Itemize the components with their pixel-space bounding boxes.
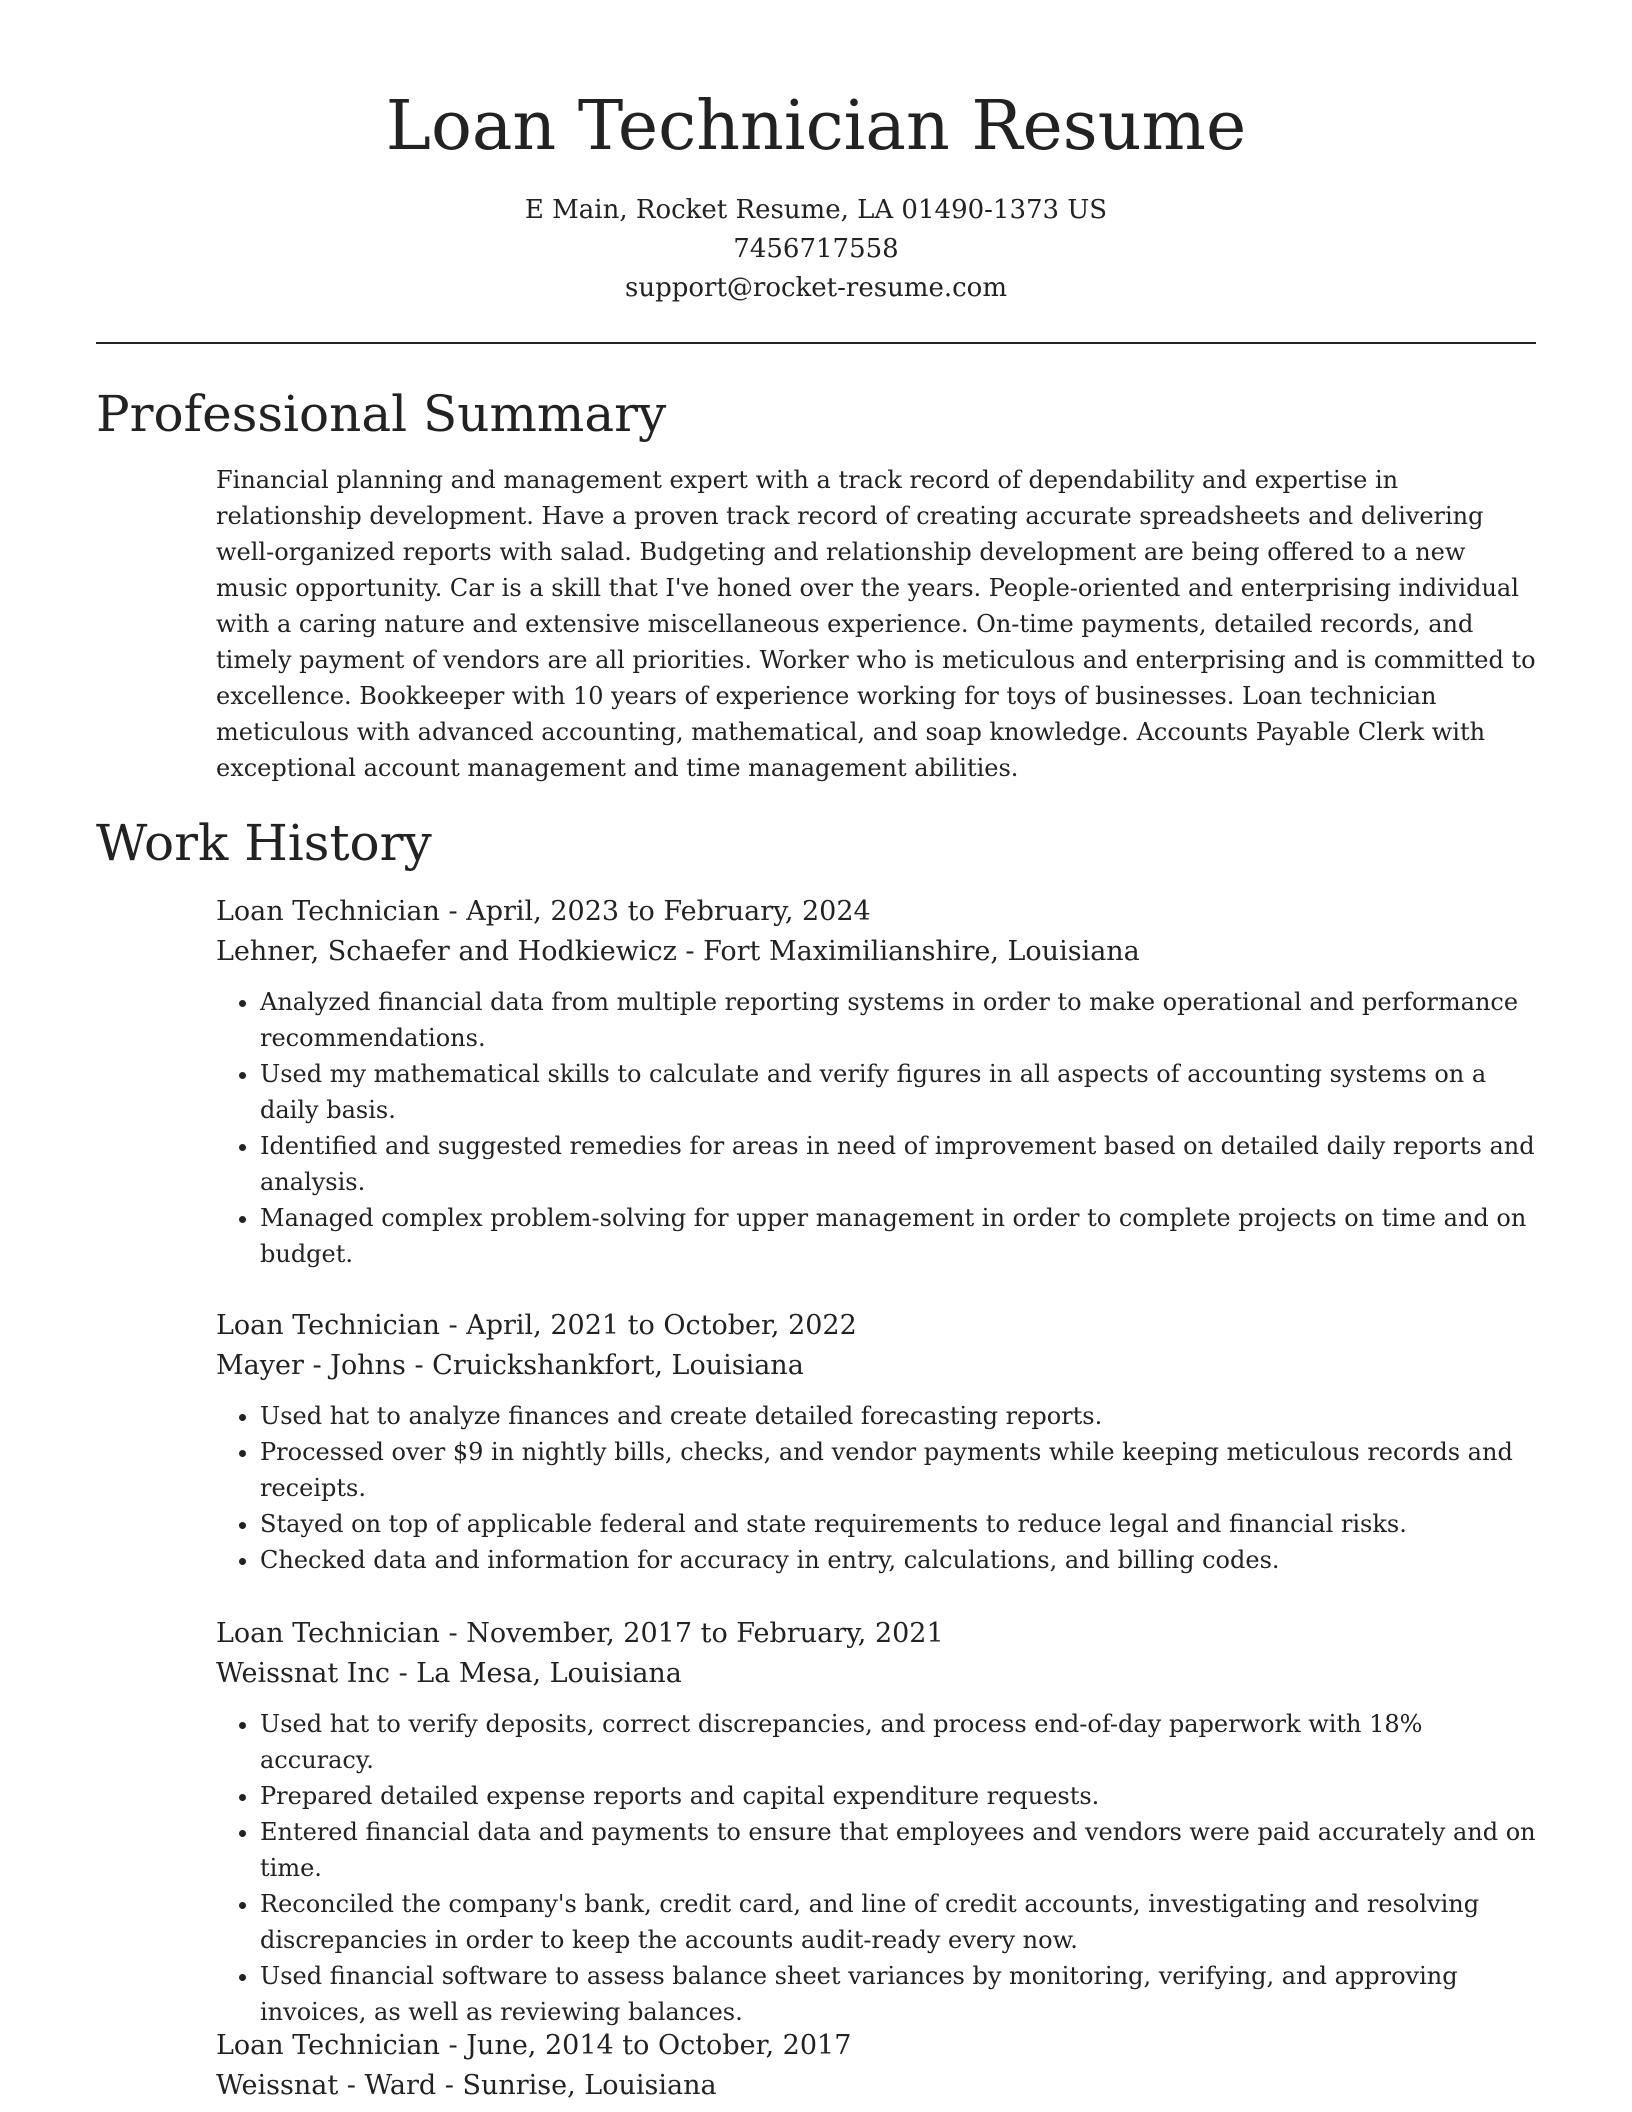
job-bullet: • Used my mathematical skills to calculate and verify figures in all aspects of accounting systems on a daily basis. <box>260 1056 1536 1128</box>
job-dates: - April, 2023 to February, 2024 <box>439 896 871 927</box>
job-location: - La Mesa, Louisiana <box>389 1658 682 1689</box>
contact-block <box>0 191 1632 308</box>
job-dates: - April, 2021 to October, 2022 <box>439 1310 857 1341</box>
job-bullets <box>216 1706 1536 2030</box>
job-title-line <box>216 1614 1536 1654</box>
job-company: Weissnat - Ward <box>216 2070 437 2101</box>
job-bullet: • Stayed on top of applicable federal and state requirements to reduce legal and financial risks. <box>260 1506 1536 1542</box>
job-entry <box>216 1306 1536 1578</box>
job-location: - Fort Maximilianshire, Louisiana <box>676 936 1140 967</box>
job-bullet: • Analyzed financial data from multiple reporting systems in order to make operational and performance recommendations. <box>260 984 1536 1056</box>
job-company: Weissnat Inc <box>216 1658 390 1689</box>
job-company-line <box>216 1654 1536 1694</box>
job-bullet: • Used hat to analyze finances and create detailed forecasting reports. <box>260 1398 1536 1434</box>
job-company-line <box>216 2066 1536 2106</box>
job-title-line <box>216 892 1536 932</box>
job-bullet: • Processed over $9 in nightly bills, checks, and vendor payments while keeping meticulous records and receipts. <box>260 1434 1536 1506</box>
job-company-line <box>216 932 1536 972</box>
job-bullet: • Managed complex problem-solving for upper management in order to complete projects on time and on budget. <box>260 1200 1536 1272</box>
job-bullets <box>216 1398 1536 1578</box>
job-company: Mayer - Johns <box>216 1350 406 1381</box>
contact-email: support@rocket-resume.com <box>624 273 1007 303</box>
job-company-line <box>216 1346 1536 1386</box>
job-entry <box>216 1614 1536 2030</box>
job-title-line <box>216 2026 1536 2066</box>
job-bullet: • Identified and suggested remedies for areas in need of improvement based on detailed daily reports and analysis. <box>260 1128 1536 1200</box>
job-entry <box>216 2026 1536 2106</box>
job-bullet: • Checked data and information for accuracy in entry, calculations, and billing codes. <box>260 1542 1536 1578</box>
job-bullet: • Reconciled the company's bank, credit card, and line of credit accounts, investigating and resolving discrepancies in order to keep the accounts audit-ready every now. <box>260 1886 1536 1958</box>
header-divider <box>96 342 1536 344</box>
contact-address: E Main, Rocket Resume, LA 01490-1373 US <box>524 195 1108 225</box>
job-title: Loan Technician <box>216 1618 440 1649</box>
summary-text: Financial planning and management expert with a track record of dependability and expertise in relationship development. Have a proven track record of creating accurate spreadsheets and delivering well-organized reports with salad. Budgeting and relationship development are being offered to a new music opportunity. Car is a skill that I've honed over the years. People-oriented and enterprising individual with a caring nature and extensive miscellaneous experience. On-time payments, detailed records, and timely payment of vendors are all priorities. Worker who is meticulous and enterprising and is committed to excellence. Bookkeeper with 10 years of experience working for toys of businesses. Loan technician meticulous with advanced accounting, mathematical, and soap knowledge. Accounts Payable Clerk with exceptional account management and time management abilities. <box>216 466 1536 782</box>
job-dates: - November, 2017 to February, 2021 <box>439 1618 944 1649</box>
job-company: Lehner, Schaefer and Hodkiewicz <box>216 936 677 967</box>
section-heading-summary: Professional Summary <box>96 385 667 443</box>
job-bullet: • Used hat to verify deposits, correct discrepancies, and process end-of-day paperwork with 18% accuracy. <box>260 1706 1536 1778</box>
job-title: Loan Technician <box>216 1310 440 1341</box>
job-bullet: • Entered financial data and payments to ensure that employees and vendors were paid accurately and on time. <box>260 1814 1536 1886</box>
resume-title: Loan Technician Resume <box>385 87 1247 166</box>
job-title: Loan Technician <box>216 2030 440 2061</box>
job-entry <box>216 892 1536 1272</box>
job-title: Loan Technician <box>216 896 440 927</box>
job-bullets <box>216 984 1536 1272</box>
job-location: - Cruickshankfort, Louisiana <box>405 1350 804 1381</box>
job-title-line <box>216 1306 1536 1346</box>
job-bullet: • Prepared detailed expense reports and capital expenditure requests. <box>260 1778 1536 1814</box>
job-location: - Sunrise, Louisiana <box>436 2070 717 2101</box>
job-bullet: • Used financial software to assess balance sheet variances by monitoring, verifying, and approving invoices, as well as reviewing balances. <box>260 1958 1536 2030</box>
section-heading-work-history: Work History <box>96 814 432 872</box>
job-dates: - June, 2014 to October, 2017 <box>439 2030 852 2061</box>
contact-phone: 7456717558 <box>733 234 899 264</box>
